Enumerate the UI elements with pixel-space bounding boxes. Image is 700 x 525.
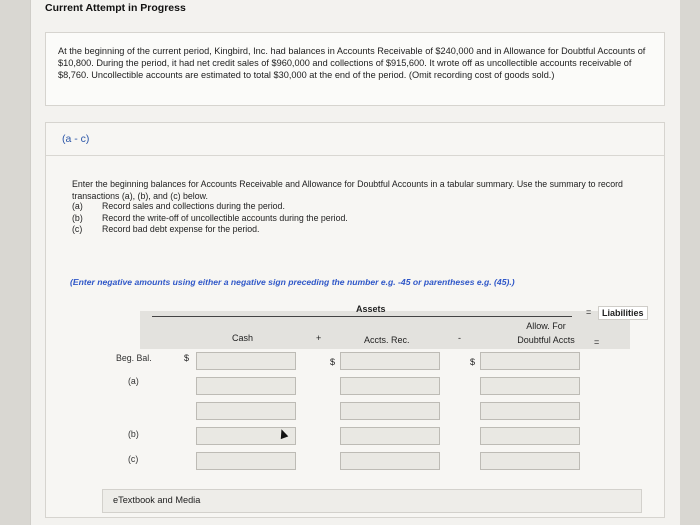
c-allowance-input[interactable] xyxy=(480,452,580,470)
problem-text: At the beginning of the current period, Kingbird, Inc. had balances in Accounts Receivable of $240,000 and in Allowance for Doubtful Accounts of $10,800. During the period, it had net credit sales of $960,000 and collections of $915,600. It wrote off as uncollectible accounts receivable of $8,760. Uncollectible accounts are estimated to total $30,000 at the end of the period. (Omit recording cost of goods sold.) xyxy=(58,46,646,80)
divider xyxy=(46,155,664,156)
equals-sign: = xyxy=(586,307,592,317)
a-accts-rec-input[interactable] xyxy=(340,377,440,395)
row3-allowance-input[interactable] xyxy=(480,402,580,420)
b-allowance-input[interactable] xyxy=(480,427,580,445)
step-c xyxy=(72,224,348,236)
dollar-sign: $ xyxy=(330,357,336,367)
step-key: (b) xyxy=(72,212,83,223)
row-label-beg-bal: Beg. Bal. xyxy=(116,353,152,363)
plus-sign: + xyxy=(316,333,322,343)
etextbook-label: eTextbook and Media xyxy=(113,495,201,505)
beg-bal-cash-input[interactable] xyxy=(196,352,296,370)
minus-sign: - xyxy=(458,333,461,343)
liabilities-heading: Liabilities xyxy=(598,306,648,320)
col-allow-line1: Allow. For xyxy=(526,321,566,331)
step-a xyxy=(72,201,348,213)
a-allowance-input[interactable] xyxy=(480,377,580,395)
beg-bal-accts-rec-input[interactable] xyxy=(340,352,440,370)
dollar-sign: $ xyxy=(470,357,476,367)
b-accts-rec-input[interactable] xyxy=(340,427,440,445)
instructions: Enter the beginning balances for Accounts Receivable and Allowance for Doubtful Accounts in a tabular summary. Use the summary to record transactions (a), (b), and (c) below. xyxy=(72,179,623,201)
col-allow-line2: Doubtful Accts xyxy=(517,335,575,345)
page-title: Current Attempt in Progress xyxy=(45,2,186,14)
etextbook-link[interactable] xyxy=(102,489,642,513)
problem-statement xyxy=(45,32,665,106)
entry-note: (Enter negative amounts using either a negative sign preceding the number e.g. -45 or parentheses e.g. (45).) xyxy=(70,277,515,287)
row-label-b: (b) xyxy=(128,429,139,439)
step-b xyxy=(72,213,348,225)
c-cash-input[interactable] xyxy=(196,452,296,470)
page xyxy=(30,0,680,525)
col-accts-rec: Accts. Rec. xyxy=(364,335,410,345)
part-label: (a - c) xyxy=(62,133,90,145)
row-label-c: (c) xyxy=(128,454,139,464)
equals-sign-2: = xyxy=(594,337,600,347)
dollar-sign: $ xyxy=(184,353,190,363)
assets-heading: Assets xyxy=(356,304,386,314)
row-label-a: (a) xyxy=(128,376,139,386)
assets-underline xyxy=(152,316,572,317)
step-text: Record the write-off of uncollectible accounts during the period. xyxy=(102,212,348,223)
row3-accts-rec-input[interactable] xyxy=(340,402,440,420)
step-key: (c) xyxy=(72,224,83,235)
c-accts-rec-input[interactable] xyxy=(340,452,440,470)
beg-bal-allowance-input[interactable] xyxy=(480,352,580,370)
step-text: Record sales and collections during the period. xyxy=(102,201,285,211)
step-key: (a) xyxy=(72,201,83,211)
col-cash: Cash xyxy=(232,333,254,343)
step-text: Record bad debt expense for the period. xyxy=(102,224,260,235)
steps-list xyxy=(72,201,348,236)
a-cash-input[interactable] xyxy=(196,377,296,395)
part-panel xyxy=(45,122,665,518)
row3-cash-input[interactable] xyxy=(196,402,296,420)
